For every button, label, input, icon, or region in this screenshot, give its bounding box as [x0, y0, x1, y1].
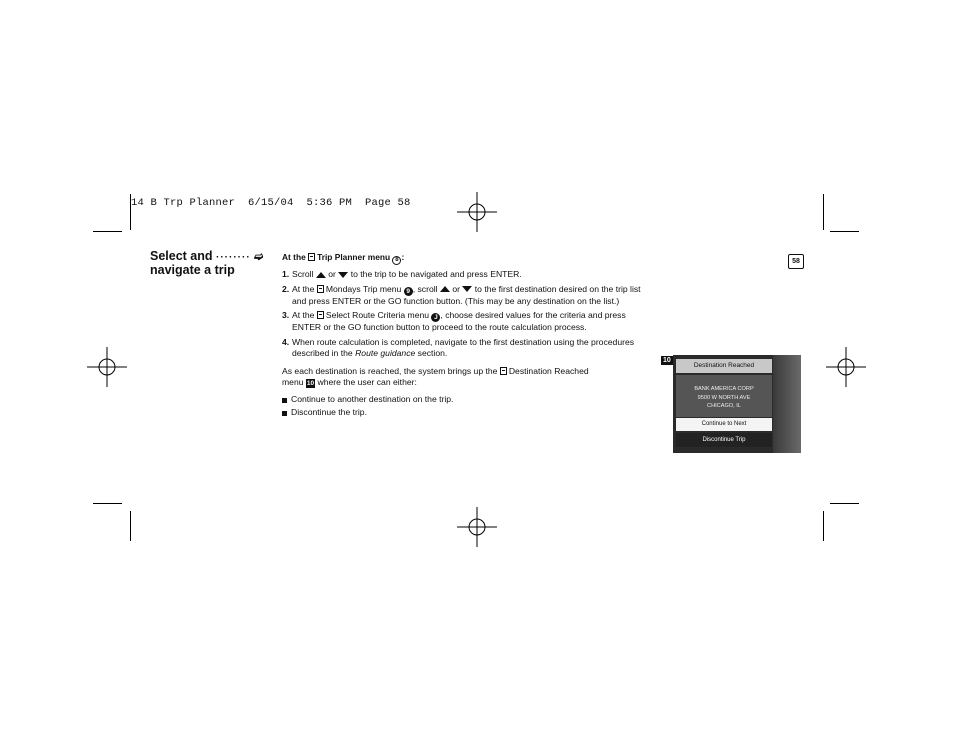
crop-mark: [830, 503, 859, 504]
crop-mark: [130, 194, 131, 230]
step-3: 3. At the Select Route Criteria menu J , choose desired values for the criteria and press ENTER or the GO function button to proceed to the route calculation process.: [282, 310, 626, 332]
crop-mark: [93, 503, 122, 504]
discontinue-trip-option[interactable]: Discontinue Trip: [676, 433, 772, 447]
destination-reached-screen: [673, 355, 801, 453]
registration-mark-right: [826, 347, 866, 387]
crop-mark: [830, 231, 859, 232]
figure-label: 10: [663, 357, 671, 364]
ref-marker: J: [431, 313, 440, 322]
section-title-line1: Select and: [150, 249, 213, 263]
crop-mark: [130, 511, 131, 541]
page-number: 58: [788, 254, 804, 269]
scroll-up-icon: [440, 286, 450, 292]
instructions: [282, 252, 652, 421]
crop-mark: [823, 194, 824, 230]
route-guidance-link-text: Route guidance: [355, 348, 416, 358]
step-1: 1. Scroll or to the trip to be navigated and press ENTER.: [282, 269, 522, 279]
registration-mark-top: [457, 192, 497, 232]
destination-address: BANK AMERICA CORP 9500 W NORTH AVE CHICAGO, IL: [676, 375, 772, 417]
menu-icon: [317, 285, 324, 293]
continue-to-next-option[interactable]: Continue to Next: [676, 418, 772, 431]
list-item: Discontinue the trip.: [282, 407, 652, 419]
destination-paragraph: As each destination is reached, the system brings up the Destination Reached menu 10 where the user can either:: [282, 365, 589, 387]
section-title-line2: navigate a trip: [150, 263, 235, 277]
leader-dots: ········: [216, 252, 251, 263]
ref-marker: 8: [392, 256, 401, 265]
crop-mark: [93, 231, 122, 232]
scroll-up-icon: [316, 272, 326, 278]
ref-marker: 9: [404, 287, 413, 296]
screen-title: Destination Reached: [676, 359, 772, 373]
crop-mark: [823, 511, 824, 541]
screen-shade: [773, 355, 801, 453]
step-4: 4. When route calculation is completed, navigate to the first destination using the procedures described in the Route guidance section.: [282, 336, 635, 358]
menu-icon: [308, 253, 315, 261]
section-heading: [150, 250, 280, 277]
scroll-down-icon: [462, 286, 472, 292]
registration-mark-bottom: [457, 507, 497, 547]
registration-mark-left: [87, 347, 127, 387]
menu-icon: [317, 311, 324, 319]
scroll-down-icon: [338, 272, 348, 278]
step-2: 2. At the Mondays Trip menu 9 , scroll or to the first destination desired on the trip list and press ENTER or the GO function button. (This may be any destination on the list.): [282, 283, 641, 306]
printer-slug: 14 B Trp Planner 6/15/04 5:36 PM Page 58: [131, 197, 411, 209]
instructions-header: At the Trip Planner menu 8 :: [282, 252, 405, 263]
arrow-right-icon: ➫: [254, 251, 264, 263]
figure-ref: 10: [306, 380, 315, 387]
list-item: Continue to another destination on the trip.: [282, 394, 652, 406]
menu-icon: [500, 367, 507, 375]
